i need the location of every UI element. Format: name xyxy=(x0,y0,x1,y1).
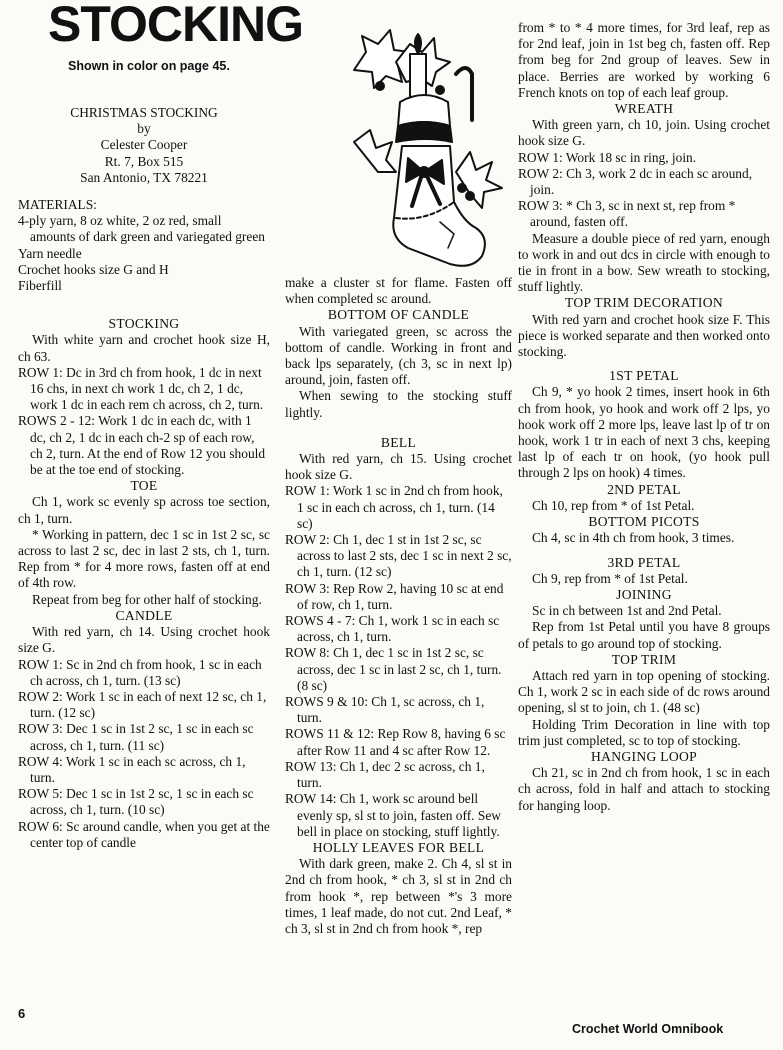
instruction-text: Ch 9, * yo hook 2 times, insert hook in 6th ch from hook, yo hook and work off 2 lps, yo hook work off 2 more lps, leave last lp of tr on hook, work 1 tr in each of next 3 chs, keeping last lp of each tr on hook, (yo hook pull through 2 lps on hook) 4 times. xyxy=(518,384,770,481)
column-left xyxy=(18,105,270,851)
page-title: STOCKING xyxy=(48,0,303,52)
instruction-text: Ch 21, sc in 2nd ch from hook, 1 sc in each ch across, fold in half and attach to stocking for hanging loop. xyxy=(518,765,770,813)
section-heading-candle: CANDLE xyxy=(115,607,173,623)
section-heading-holly-leaves: HOLLY LEAVES FOR BELL xyxy=(312,839,485,855)
instruction-row: ROW 5: Dec 1 sc in 1st 2 sc, 1 sc in each sc across, ch 1, turn. (10 sc) xyxy=(18,786,254,818)
instruction-text: With red yarn, ch 15. Using crochet hook size G. xyxy=(285,451,512,483)
section-heading-top-trim: TOP TRIM xyxy=(611,651,677,667)
section-heading-toe: TOE xyxy=(130,478,158,494)
section-heading-bottom-picots: BOTTOM PICOTS xyxy=(588,514,700,530)
instruction-text: Measure a double piece of red yarn, enough to work in and out dcs in circle with enough to tie in front in a bow. Sew wreath to stocking, stuff lightly. xyxy=(518,230,770,295)
section-heading-2nd-petal: 2ND PETAL xyxy=(607,481,681,497)
section-heading-3rd-petal: 3RD PETAL xyxy=(607,554,681,570)
credit-by: by xyxy=(137,121,151,137)
instruction-row: ROW 14: Ch 1, work sc around bell evenly sp, sl st to join, fasten off. Sew bell in place on stocking, stuff lightly. xyxy=(285,791,501,839)
instruction-text: Ch 4, sc in 4th ch from hook, 3 times. xyxy=(532,530,735,546)
section-heading-wreath: WREATH xyxy=(614,101,674,117)
instruction-text: With red yarn, ch 14. Using crochet hook size G. xyxy=(18,624,270,656)
instruction-row: ROW 3: * Ch 3, sc in next st, rep from * around, fasten off. xyxy=(518,198,736,230)
instruction-row: ROW 2: Ch 1, dec 1 st in 1st 2 sc, sc across to last 2 sts, dec 1 sc in next 2 sc, ch 1, turn. (12 sc) xyxy=(285,532,512,580)
stocking-illustration xyxy=(336,22,518,276)
material-item: Yarn needle xyxy=(18,245,82,261)
project-name: CHRISTMAS STOCKING xyxy=(70,105,218,120)
shown-in-note: Shown in color on page 45. xyxy=(68,59,230,73)
designer-name: Celester Cooper xyxy=(100,137,188,153)
instruction-row: ROW 1: Dc in 3rd ch from hook, 1 dc in next 16 chs, in next ch work 1 dc, ch 2, 1 dc, work 1 dc in each rem ch across, ch 2, turn. xyxy=(18,364,264,413)
instruction-text: Ch 10, rep from * of 1st Petal. xyxy=(532,497,695,513)
instruction-text: from * to * 4 more times, for 3rd leaf, rep as for 2nd leaf, join in 1st beg ch, fasten off. Rep from beg for 2nd group of leaves. Sew in place. Berries are worked by working 6 French knots on top of each leaf group. xyxy=(518,20,770,100)
instruction-text: Attach red yarn in top opening of stocking. Ch 1, work 2 sc in each side of dc rows around opening, sl st to join, ch 1. (48 sc) xyxy=(518,667,770,716)
instruction-text: Holding Trim Decoration in line with top trim just completed, sc to top of stocking. xyxy=(518,716,770,748)
instruction-row: ROW 2: Ch 3, work 2 dc in each sc around, join. xyxy=(518,165,753,198)
instruction-text: Sc in ch between 1st and 2nd Petal. xyxy=(532,603,722,619)
instruction-row: ROW 6: Sc around candle, when you get at the center top of candle xyxy=(18,818,270,850)
instruction-row: ROWS 4 - 7: Ch 1, work 1 sc in each sc across, ch 1, turn. xyxy=(285,613,500,645)
instruction-row: ROWS 11 & 12: Rep Row 8, having 6 sc after Row 11 and 4 sc after Row 12. xyxy=(285,726,506,758)
instruction-text: With variegated green, sc across the bottom of candle. Working in front and back lps separately, (ch 3, sc in next lp) around, join, fasten off. xyxy=(285,323,512,388)
section-heading-bell: BELL xyxy=(380,434,417,450)
instruction-text: * Working in pattern, dec 1 sc in 1st 2 sc, sc across to last 2 sc, dec in last 2 sts, ch 1, turn. Rep from * for 4 more rows, fasten off at end of 4th row. xyxy=(18,526,270,591)
instruction-text: Ch 9, rep from * of 1st Petal. xyxy=(532,570,688,586)
instruction-text: When sewing to the stocking stuff lightly. xyxy=(285,388,512,420)
section-heading-hanging-loop: HANGING LOOP xyxy=(591,748,697,764)
section-heading-joining: JOINING xyxy=(616,586,672,602)
material-item: 4-ply yarn, 8 oz white, 2 oz red, small amounts of dark green and variegated green xyxy=(18,213,265,245)
instruction-text: Rep from 1st Petal until you have 8 groups of petals to go around top of stocking. xyxy=(518,619,770,651)
instruction-text: Repeat from beg for other half of stocking. xyxy=(32,591,262,607)
instruction-row: ROW 1: Work 1 sc in 2nd ch from hook, 1 sc in each ch across, ch 1, turn. (14 sc) xyxy=(285,483,503,531)
instruction-row: ROW 13: Ch 1, dec 2 sc across, ch 1, turn. xyxy=(285,758,485,791)
instruction-row: ROW 3: Rep Row 2, having 10 sc at end of row, ch 1, turn. xyxy=(285,580,504,612)
section-heading-stocking: STOCKING xyxy=(108,316,180,332)
section-heading-1st-petal: 1ST PETAL xyxy=(609,368,679,384)
instruction-row: ROW 2: Work 1 sc in each of next 12 sc, ch 1, turn. (12 sc) xyxy=(18,688,267,721)
instruction-text: make a cluster st for flame. Fasten off when completed sc around. xyxy=(285,275,512,307)
instruction-row: ROW 4: Work 1 sc in each sc across, ch 1, turn. xyxy=(18,753,246,785)
instruction-row: ROW 8: Ch 1, dec 1 sc in 1st 2 sc, sc across, dec 1 sc in last 2 sc, ch 1, turn. (8 sc) xyxy=(285,645,502,693)
instruction-row: ROW 1: Work 18 sc in ring, join. xyxy=(518,149,697,165)
instruction-text: Ch 1, work sc evenly sp across toe section, ch 1, turn. xyxy=(18,494,270,526)
designer-address-line2: San Antonio, TX 78221 xyxy=(80,169,208,185)
instruction-text: With red yarn and crochet hook size F. This piece is worked separate and then worked onto stocking. xyxy=(518,311,770,360)
section-heading-top-trim-decoration: TOP TRIM DECORATION xyxy=(564,295,723,311)
designer-address-line1: Rt. 7, Box 515 xyxy=(104,153,184,169)
instruction-row: ROWS 9 & 10: Ch 1, sc across, ch 1, turn. xyxy=(285,694,485,726)
instruction-text: With white yarn and crochet hook size H, ch 63. xyxy=(18,332,270,364)
section-heading-bottom-of-candle: BOTTOM OF CANDLE xyxy=(327,307,470,323)
instruction-row: ROW 3: Dec 1 sc in 1st 2 sc, 1 sc in each sc across, ch 1, turn. (11 sc) xyxy=(18,721,254,753)
instruction-row: ROW 1: Sc in 2nd ch from hook, 1 sc in each ch across, ch 1, turn. (13 sc) xyxy=(18,656,262,688)
column-middle xyxy=(285,275,512,937)
column-right xyxy=(518,20,770,814)
page-number: 6 xyxy=(18,1006,26,1021)
instruction-text: With green yarn, ch 10, join. Using crochet hook size G. xyxy=(518,117,770,149)
material-item: Fiberfill xyxy=(18,278,62,294)
instruction-text: With dark green, make 2. Ch 4, sl st in 2nd ch from hook, * ch 3, sl st in 2nd ch from hook *, rep between *'s 3 more times, 1 leaf made, do not cut. 2nd Leaf, * ch 3, sl st in 2nd ch from hook *, rep xyxy=(285,856,512,936)
instruction-row: ROWS 2 - 12: Work 1 dc in each dc, with 1 dc, ch 2, 1 dc in each ch-2 sp of each row, ch 2, turn. At the end of Row 12 you should be at the toe end of stocking. xyxy=(18,413,266,478)
material-item: Crochet hooks size G and H xyxy=(18,261,169,277)
materials-heading: MATERIALS: xyxy=(18,197,97,213)
publication-name: Crochet World Omnibook xyxy=(572,1022,724,1036)
